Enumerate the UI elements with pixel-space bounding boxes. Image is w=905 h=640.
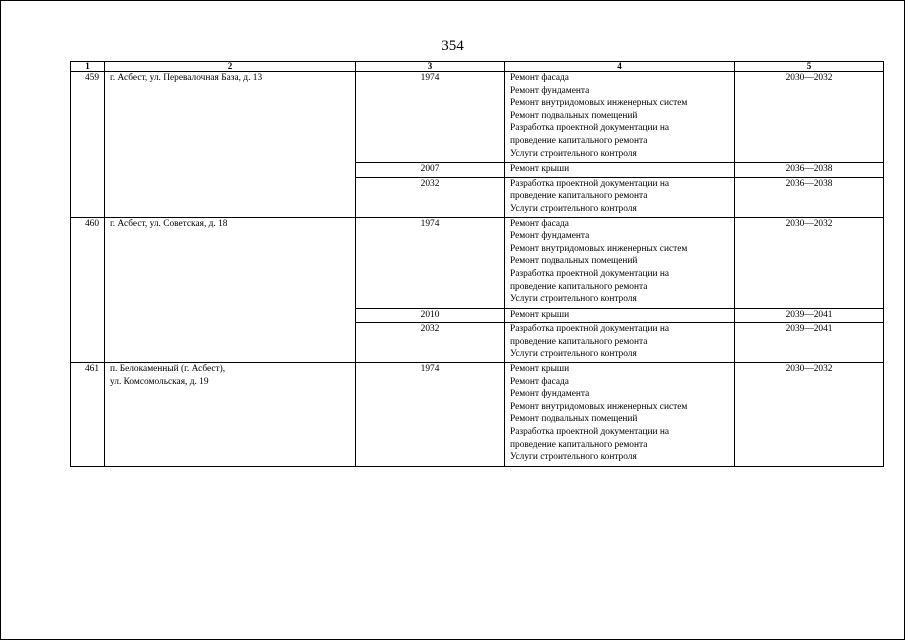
work-item: Ремонт фундамента	[510, 231, 590, 242]
address-line: г. Асбест, ул. Советская, д. 18	[110, 218, 228, 229]
work-item: проведение капитального ремонта	[510, 336, 648, 347]
work-item: Ремонт крыши	[510, 309, 570, 320]
table-row	[71, 72, 884, 163]
entry-works	[505, 308, 735, 323]
header-row	[71, 62, 884, 72]
entry-year: 1974	[356, 363, 505, 467]
column-header: 2	[105, 62, 356, 72]
work-item: Разработка проектной документации на	[510, 178, 670, 189]
record-number: 459	[71, 72, 105, 218]
entry-year: 1974	[356, 72, 505, 163]
record-number: 461	[71, 363, 105, 467]
work-item: Разработка проектной документации на	[510, 123, 670, 134]
entry-period: 2039—2041	[735, 308, 884, 323]
entry-period: 2039—2041	[735, 323, 884, 363]
entry-year: 1974	[356, 217, 505, 308]
work-item: Ремонт подвальных помещений	[510, 256, 638, 267]
entry-works	[505, 163, 735, 178]
column-header: 5	[735, 62, 884, 72]
entry-period: 2030—2032	[735, 217, 884, 308]
work-item: Услуги строительного контроля	[510, 294, 637, 305]
work-item: Разработка проектной документации на	[510, 427, 670, 438]
address-line: п. Белокаменный (г. Асбест),	[110, 364, 226, 375]
work-item: Разработка проектной документации на	[510, 268, 670, 279]
entry-period: 2036—2038	[735, 177, 884, 217]
column-header: 1	[71, 62, 105, 72]
work-item: проведение капитального ремонта	[510, 135, 648, 146]
entry-year: 2032	[356, 177, 505, 217]
work-item: Разработка проектной документации на	[510, 324, 670, 335]
record-address	[105, 217, 356, 363]
entry-period: 2030—2032	[735, 363, 884, 467]
entry-works	[505, 323, 735, 363]
work-item: Услуги строительного контроля	[510, 203, 637, 214]
work-item: Услуги строительного контроля	[510, 349, 637, 360]
work-item: Ремонт подвальных помещений	[510, 414, 638, 425]
work-item: проведение капитального ремонта	[510, 439, 648, 450]
work-item: Ремонт внутридомовых инженерных систем	[510, 243, 688, 254]
entry-period: 2030—2032	[735, 72, 884, 163]
work-item: Ремонт фундамента	[510, 389, 590, 400]
entry-year: 2010	[356, 308, 505, 323]
work-item: Ремонт фасада	[510, 218, 569, 229]
work-item: Ремонт крыши	[510, 364, 570, 375]
page-number: 354	[441, 38, 464, 54]
work-item: Ремонт фундамента	[510, 85, 590, 96]
entry-period: 2036—2038	[735, 163, 884, 178]
address-line: г. Асбест, ул. Перевалочная База, д. 13	[110, 73, 263, 83]
column-header: 4	[505, 62, 735, 72]
entry-works	[505, 217, 735, 308]
work-item: проведение капитального ремонта	[510, 191, 648, 202]
entry-works	[505, 363, 735, 467]
work-item: Ремонт подвальных помещений	[510, 110, 638, 121]
table-body	[71, 72, 884, 467]
entry-works	[505, 72, 735, 163]
work-item: Ремонт фасада	[510, 376, 569, 387]
record-number: 460	[71, 217, 105, 363]
work-item: Ремонт внутридомовых инженерных систем	[510, 98, 688, 109]
entry-year: 2007	[356, 163, 505, 178]
work-item: Услуги строительного контроля	[510, 452, 637, 463]
entry-works	[505, 177, 735, 217]
record-address	[105, 363, 356, 467]
column-header: 3	[356, 62, 505, 72]
record-address	[105, 72, 356, 218]
repair-schedule-table	[70, 61, 884, 467]
entry-year: 2032	[356, 323, 505, 363]
table-row	[71, 363, 884, 467]
address-line: ул. Комсомольская, д. 19	[110, 376, 209, 387]
work-item: Ремонт внутридомовых инженерных систем	[510, 401, 688, 412]
work-item: Ремонт крыши	[510, 164, 570, 175]
work-item: Услуги строительного контроля	[510, 148, 637, 159]
work-item: Ремонт фасада	[510, 73, 569, 83]
table-row	[71, 217, 884, 308]
work-item: проведение капитального ремонта	[510, 281, 648, 292]
